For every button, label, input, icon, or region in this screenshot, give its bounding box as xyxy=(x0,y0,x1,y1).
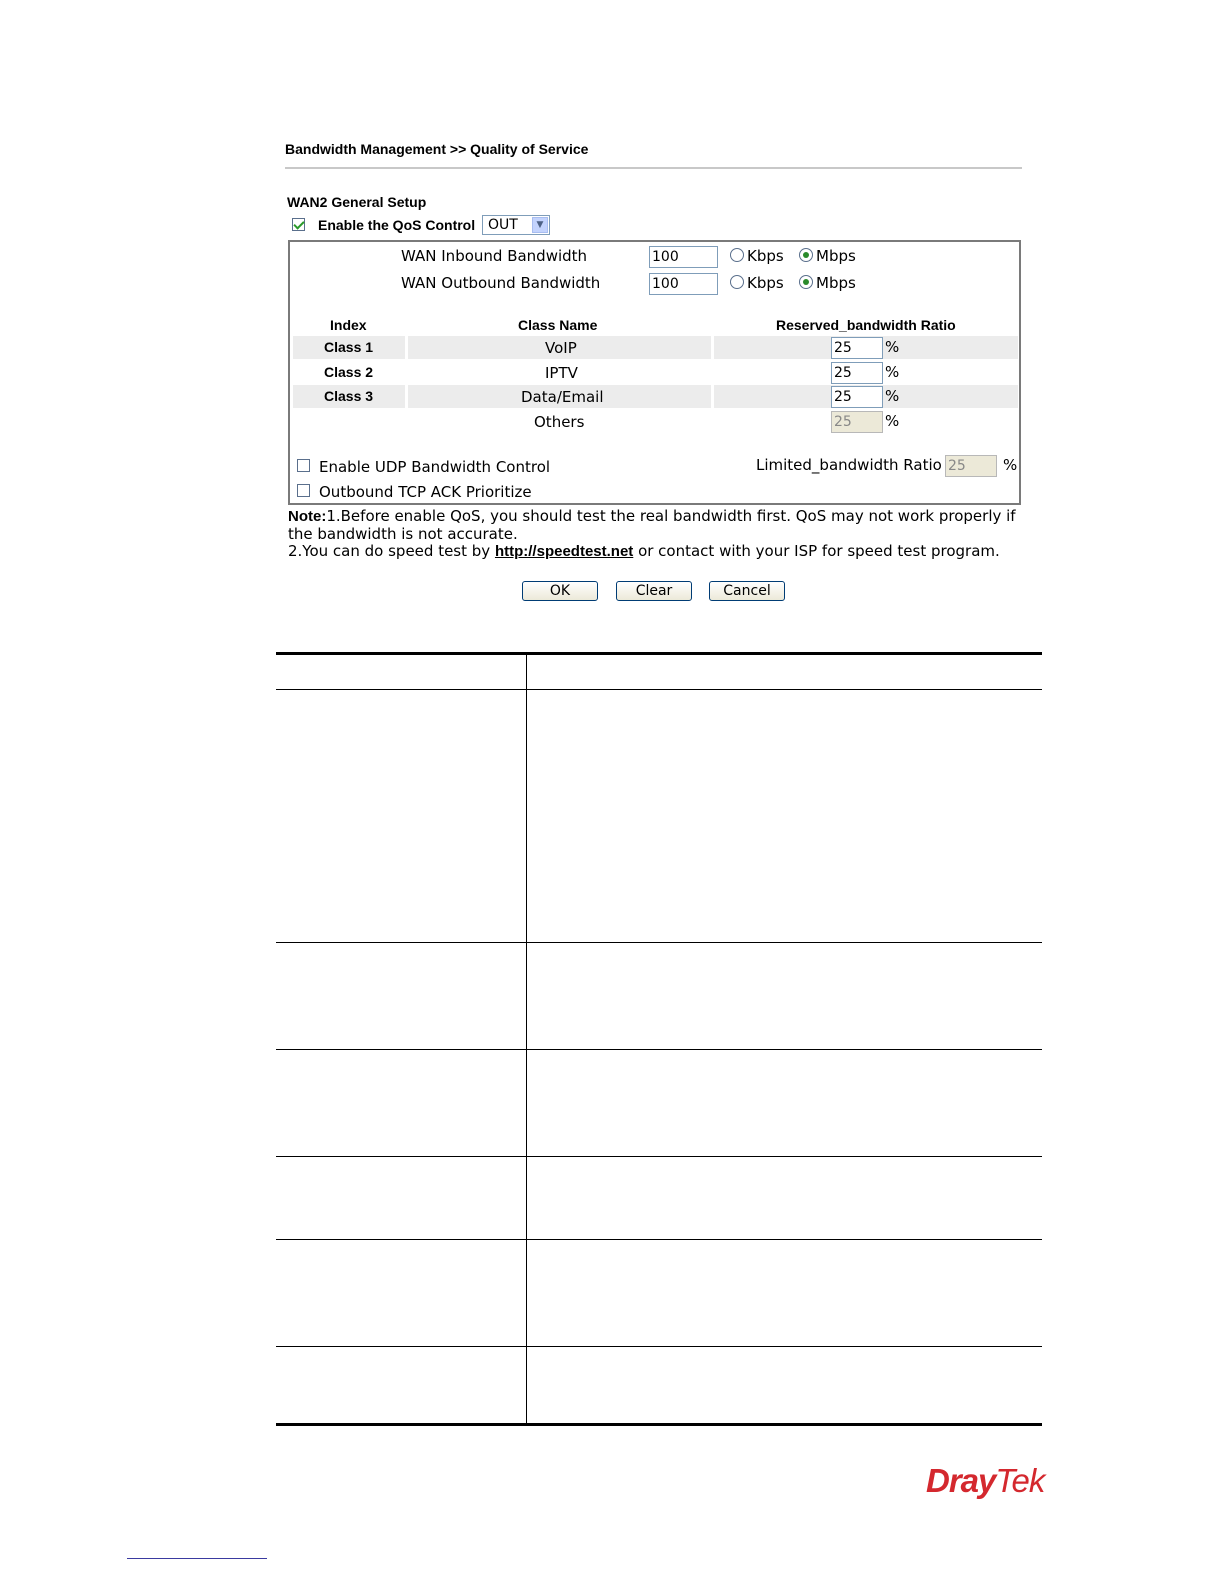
note-line-3 xyxy=(288,542,1000,560)
class-3-ratio-input[interactable]: 25 xyxy=(831,386,883,408)
outbound-bandwidth-input[interactable]: 100 xyxy=(649,273,718,295)
inbound-bandwidth-label: WAN Inbound Bandwidth xyxy=(401,247,588,265)
outbound-kbps-radio[interactable] xyxy=(730,275,744,289)
enable-udp-checkbox[interactable] xyxy=(297,459,310,472)
percent-label: % xyxy=(885,338,900,356)
table-header-border xyxy=(276,689,1042,690)
table-row-border xyxy=(276,1239,1042,1240)
outbound-kbps-label: Kbps xyxy=(747,274,784,292)
outbound-mbps-radio[interactable] xyxy=(799,275,813,289)
inbound-kbps-label: Kbps xyxy=(747,247,784,265)
percent-label: % xyxy=(1003,456,1018,474)
note-prefix: Note: xyxy=(288,508,327,525)
outbound-mbps-label: Mbps xyxy=(816,274,856,292)
class-index: Class 2 xyxy=(324,364,374,380)
limited-ratio-label: Limited_bandwidth Ratio xyxy=(756,456,942,474)
note-line-2: the bandwidth is not accurate. xyxy=(288,525,518,543)
tcp-ack-checkbox[interactable] xyxy=(297,484,310,497)
class-index: Class 3 xyxy=(324,388,374,404)
enable-qos-label: Enable the QoS Control xyxy=(318,217,476,233)
table-column-divider xyxy=(526,653,527,1425)
class-index: Class 1 xyxy=(324,339,374,355)
note-text-3-pre: 2.You can do speed test by xyxy=(288,542,495,560)
chevron-down-icon[interactable]: ▼ xyxy=(532,217,548,233)
cancel-button[interactable]: Cancel xyxy=(709,581,785,601)
logo-dray: Dray xyxy=(926,1462,996,1499)
breadcrumb: Bandwidth Management >> Quality of Service xyxy=(285,141,589,157)
table-top-border xyxy=(276,652,1042,655)
header-divider xyxy=(285,167,1022,169)
inbound-kbps-radio[interactable] xyxy=(730,248,744,262)
note-text-3-post: or contact with your ISP for speed test program. xyxy=(633,542,1000,560)
col-header-index: Index xyxy=(330,317,367,333)
clear-button[interactable]: Clear xyxy=(616,581,692,601)
note-line-1 xyxy=(288,507,1016,525)
class-name: IPTV xyxy=(545,364,578,382)
class-2-ratio-input[interactable]: 25 xyxy=(831,362,883,384)
draytek-logo xyxy=(926,1462,1044,1500)
class-name: Others xyxy=(534,413,585,431)
table-row-border xyxy=(276,1049,1042,1050)
enable-udp-label: Enable UDP Bandwidth Control xyxy=(319,458,551,476)
qos-direction-value: OUT xyxy=(488,217,518,233)
enable-qos-checkbox[interactable] xyxy=(292,218,305,231)
col-header-reserved-ratio: Reserved_bandwidth Ratio xyxy=(776,317,956,333)
ok-button[interactable]: OK xyxy=(522,581,598,601)
class-1-ratio-input[interactable]: 25 xyxy=(831,337,883,359)
logo-tek: Tek xyxy=(995,1462,1045,1499)
others-ratio-input: 25 xyxy=(831,411,883,433)
speedtest-link[interactable]: http://speedtest.net xyxy=(494,543,634,560)
class-name: Data/Email xyxy=(521,388,604,406)
percent-label: % xyxy=(885,412,900,430)
table-row-border xyxy=(276,942,1042,943)
limited-ratio-input: 25 xyxy=(945,455,997,477)
section-title: WAN2 General Setup xyxy=(287,194,427,210)
inbound-mbps-label: Mbps xyxy=(816,247,856,265)
tcp-ack-label: Outbound TCP ACK Prioritize xyxy=(319,483,532,501)
col-header-class-name: Class Name xyxy=(518,317,598,333)
percent-label: % xyxy=(885,363,900,381)
qos-direction-select[interactable] xyxy=(482,215,550,235)
table-bottom-border xyxy=(276,1423,1042,1426)
percent-label: % xyxy=(885,387,900,405)
outbound-bandwidth-label: WAN Outbound Bandwidth xyxy=(401,274,601,292)
inbound-mbps-radio[interactable] xyxy=(799,248,813,262)
table-row-border xyxy=(276,1156,1042,1157)
inbound-bandwidth-input[interactable]: 100 xyxy=(649,246,718,268)
footer-divider xyxy=(127,1558,267,1559)
table-row-border xyxy=(276,1346,1042,1347)
class-name: VoIP xyxy=(545,339,577,357)
note-text-1: 1.Before enable QoS, you should test the real bandwidth first. QoS may not work properly if xyxy=(326,507,1016,525)
